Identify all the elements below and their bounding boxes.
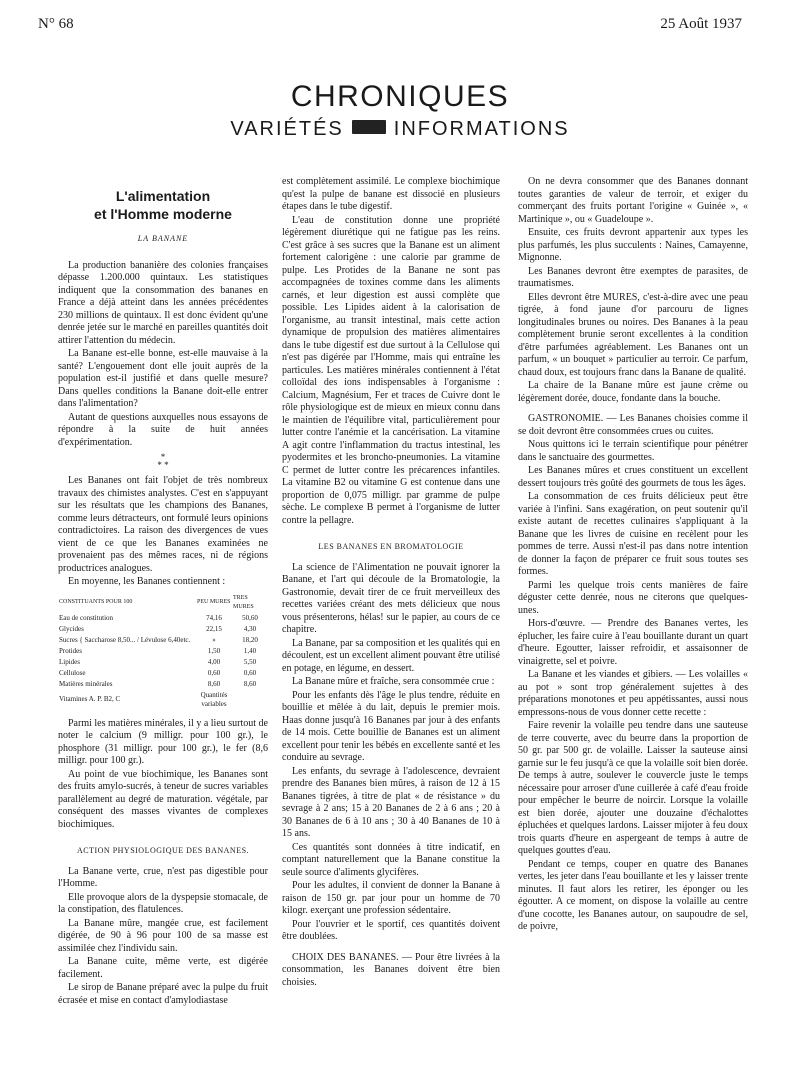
table-cell: 4,30 [243,624,257,633]
table-cell: Eau de constitution [59,613,114,622]
asterism-bottom: * * [157,460,169,470]
column-3 [518,176,748,935]
article-title-line2: et l'Homme moderne [94,206,232,222]
paragraph: Pour l'ouvrier et le sportif, ces quantités doivent être doublées. [282,918,500,942]
masthead-subtitle [0,118,800,141]
table-cell: Cellulose [59,668,86,677]
table-cell: 18,20 [242,635,258,644]
paragraph: Les Bananes devront être exemptes de parasites, de traumatismes. [518,265,748,289]
paragraph: La Banane mûre et fraîche, sera consommée crue : [292,676,495,687]
table-row [58,646,268,657]
paragraph: Les Bananes mûres et crues constituent un excellent dessert toujours très goûté des gourmets de tous les âges. [518,465,748,489]
paragraph: Nous quittons ici le terrain scientifique pour pénétrer dans le sanctuaire des gourmettes. [518,439,748,463]
section-heading: ACTION PHYSIOLOGIQUE DES BANANES. [76,846,250,855]
article-title-line1: L'alimentation [115,188,211,204]
table-row [58,624,268,635]
paragraph: Autant de questions auxquelles nous essayons de répondre à la suite de huit années d'expérimentation. [58,411,268,448]
table-cell: Quantités variables [200,690,228,708]
table-cell: 8,60 [243,679,257,688]
table-cell: 4,00 [207,657,221,666]
table-cell: Matières minérales [59,679,113,688]
table-cell: 74,16 [206,613,222,622]
paragraph: Pour les adultes, il convient de donner la Banane à raison de 150 gr. par jour pour un homme de 70 kilogr. exerçant une profession sédentaire. [282,880,500,916]
masthead-title: CHRONIQUES [290,80,510,113]
table-row [58,690,268,710]
paragraph: On ne devra consommer que des Bananes donnant toutes garanties de valeur de terroir, et exiger du commerçant des fruits portant l'origine « Guinée », « Martinique », ou « Guadeloupe ». [518,176,748,225]
table-cell [232,690,268,710]
table-header: TRES MURES [233,594,254,610]
table-row [58,657,268,668]
table-cell: Protides [59,646,82,655]
issue-date: 25 Août 1937 [660,16,742,32]
paragraph: L'eau de constitution donne une propriété légèrement diurétique qui ne fatigue pas les reins. C'est grâce à ses sucres que la Banane est un aliment fortement calorigène : une calorie par gramme de pulpe. Les Protides de la Banane ne sont pas accompagnées de toxines comme dans les aliments carnés, et leur digestion est aussi complète que possible. Les Lipides aident à la calorisation de l'organisme, au transit intestinal, mais cette action dynamique de propulsion des matières alimentaires dans le tube digestif est due surtout à la Cellulose qui n'est pas digérée par l'Homme, mais qui entraîne les particules. Les matières minérales contiennent à l'état colloïdal des ions indispensables à l'organisme : Calcium, Magnésium, Fer et traces de Cuivre dont le rôle physiologique est de mieux en mieux connu dans le maintien de l'équilibre vital, particulièrement pour lutter contre l'anémie et la cancérisation. La vitamine A agit contre l'inflammation du tractus intestinal, les pyodermites et les broncho-pneumonies. La vitamine C permet de lutter contre les précarences infantiles. La vitamine B2 ou vitamine G est contenue dans une proportion de 0,075 milligr. par gramme de pulpe sèche. Le complexe B permet à l'organisme de lutter contre la pellagre. [282,214,500,526]
table-cell: 0,60 [243,668,257,677]
paragraph: Ensuite, ces fruits devront appartenir aux types les plus parfumés, les plus succulents : Naines, Camayenne, Mignonne. [518,227,748,263]
paragraph: La Banane est-elle bonne, est-elle mauvaise à la santé? L'engouement dont elle jouit auprès de la population est-il justifié et dans quelle mesure? Dans quelles conditions la Banane doit-elle entrer dans l'alimentation? [58,348,268,409]
table-cell: 5,50 [243,657,257,666]
paragraph: Pour les enfants dès l'âge le plus tendre, réduite en bouillie et mêlée à du lait, depuis le premier mois. Haas donne jusqu'à 16 Bananes par jour à des enfants de 14 mois. Cette bouillie de Bananes est un aliment excellent pour tenir les bébés en excellente santé et les conduire au sevrage. [282,689,500,763]
paragraph: Pendant ce temps, couper en quatre des Bananes vertes, les jeter dans l'eau bouillante et les y laisser trente minutes. Il faut alors les retirer, les éponger ou les égoutter. A ce moment, on dispose la volaille au centre d'une cocotte, les Bananes autour, on saupoudre de sel, de poivre, [518,858,748,932]
paragraph: Elle provoque alors de la dyspepsie stomacale, de la constipation, des flatulences. [58,891,268,915]
paragraph: Le sirop de Banane préparé avec la pulpe du fruit écrasée et mise en contact d'amylodiastase [58,982,268,1006]
table-row [58,635,268,646]
table-cell: Glycides [59,624,84,633]
table-header: CONSTITUANTS POUR 100 [59,599,133,605]
section-heading: LES BANANES EN BROMATOLOGIE [318,542,464,551]
table-cell: 1,40 [243,646,257,655]
paragraph: La Banane cuite, même verte, est digérée facilement. [58,956,268,980]
paragraph: Parmi les quelque trois cents manières de faire déguster cette denrée, nous ne citerons que quelques-unes. [518,579,748,616]
paragraph: Hors-d'œuvre. — Prendre des Bananes vertes, les éplucher, les faire cuire à l'eau bouillante durant un quart d'heure. Egoutter, laisser refroidir, et assaisonner de vinaigrette, sel et poivre. [518,618,748,667]
composition-table [58,593,268,710]
masthead-right: INFORMATIONS [393,118,570,140]
table-row [58,613,268,624]
table-cell: Sucres { Saccharose 8,50... / Lévulose 6,40etc. [59,635,191,644]
article-title [58,187,268,223]
paragraph: La production bananière des colonies françaises dépasse 1.200.000 quintaux. Les statistiques indiquent que la consommation des bananes en France a déjà atteint dans les années précédentes 230 millions de quintaux. Il est donc évident qu'une denrée jetée sur le marché en pareilles quantités doit attirer l'attention du médecin. [58,259,268,346]
table-cell: Lipides [59,657,80,666]
paragraph: La chaire de la Banane mûre est jaune crème ou légèrement dorée, douce, fondante dans la bouche. [518,380,748,404]
paragraph: La Banane verte, crue, n'est pas digestible pour l'Homme. [58,865,268,889]
masthead-left: VARIÉTÉS [230,118,344,140]
paragraph: Les enfants, du sevrage à l'adolescence, devraient prendre des Bananes bien mûres, à raison de 12 à 15 Bananes tigrées, à titre de plat « de résistance » du sevrage à 2 ans; 15 à 20 Bananes de 2 à 6 ans ; 20 à 30 Bananes de 6 à 10 ans ; 30 à 40 Bananes de 10 à 15 ans. [282,765,500,839]
paragraph: CHOIX DES BANANES. — Pour être livrées à la consommation, les Bananes doivent être bien choisies. [282,951,500,988]
column-1 [58,176,268,1008]
paragraph: Elles devront être MURES, c'est-à-dire avec une peau tigrée, à fond jaune d'or parcouru de lignes longitudinales brunes ou noires. Des Bananes à la peau complètement brunie seront excellentes à la condition d'être parfumées agréablement. Les Bananes ont un parfum, « un bouquet » particulier au terroir. Ce parfum, chaud doux, est toujours franc dans la Banane de qualité. [518,291,748,378]
paragraph: La Banane, par sa composition et les qualités qui en découlent, est un excellent aliment pouvant être utilisé en potage, en légume, en dessert. [282,637,500,674]
paragraph: Les Bananes ont fait l'objet de très nombreux travaux des chimistes analystes. C'est en s'appuyant sur les résultats que les champions des Bananes, comme leurs détracteurs, ont formulé leurs opinions contradictoires. La raison des divergences de vues vient de ce que les Bananes examinées ne provenaient pas des mêmes races, ni de régions productrices analogues. [58,475,268,574]
paragraph: Ces quantités sont données à titre indicatif, en comptant naturellement que la Banane constitue la seule source d'aliments glycifères. [282,841,500,878]
table-cell: 1,50 [207,646,221,655]
table-header: PEU MURES [197,599,231,605]
table-cell: 22,15 [206,624,222,633]
paragraph: Faire revenir la volaille peu tendre dans une sauteuse de terre couverte, avec du beurre dans la proportion de 50 gr. par 500 gr. de volaille. Laisser la sauteuse ainsi garnie sur le feu jusqu'à ce que la volaille soit bien dorée. De temps à autre, soulever le couvercle juste le temps nécessaire pour arroser d'une cuillerée à café d'eau froide pour empêcher le beurre de noircir. Lorsque la volaille est bien dorée, ajouter une douzaine d'échalottes épluchées et quelques lardons. Laisser mijoter à feu doux trois quarts d'heure en aspergeant de temps à autre de quelques gouttes d'eau. [518,720,748,856]
table-cell: 8,60 [207,679,221,688]
table-row [58,668,268,679]
table-cell: 50,60 [242,613,258,622]
asterism-top: * [160,452,166,462]
table-cell: 0,60 [207,668,221,677]
asterism [58,453,268,469]
table-cell: Vitamines A. P. B2, C [59,695,121,703]
paragraph: Au point de vue biochimique, les Bananes sont des fruits amylo-sucrés, à teneur de sucres variables parallèlement au degré de maturation. végétale, par conséquent des masses vivantes de complexes biochimiques. [58,768,268,830]
table-row [58,679,268,690]
paragraph: est complètement assimilé. Le complexe biochimique qu'est la pulpe de banane est dissocié en plusieurs étapes dans le tube digestif. [282,176,500,212]
paragraph: La consommation de ces fruits délicieux peut être variée à l'infini. Sans exagération, on peut soutenir qu'il existe autant de recettes culinaires s'appliquant à la Banane que les livres de cuisine en recèlent pour les pommes de terre. Aussi n'est-il pas dans notre intention de donner la façon de préparer ce fruit sous toutes ses formes. [518,491,748,577]
paragraph: GASTRONOMIE. — Les Bananes choisies comme il se doit devront être consommées crues ou cuites. [518,413,748,437]
paragraph: En moyenne, les Bananes contiennent : [68,576,226,587]
paragraph: La Banane mûre, mangée crue, est facilement digérée, de 90 à 96 pour 100 de sa masse est assimilée chez l'individu sain. [58,917,268,954]
paragraph: Parmi les matières minérales, il y a lieu surtout de noter le calcium (9 milligr. pour 100 gr.), le phosphore (31 milligr. pour 100 gr.), le fer (8,6 milligr. pour 100 gr.). [58,717,268,766]
paragraph: La Banane et les viandes et gibiers. — Les volailles « au pot » sont trop généralement sujettes à des préparations monotones et peu appétissantes, aussi nous empressons-nous de vous donner cette recette : [518,669,748,718]
issue-number: N° 68 [38,16,74,32]
paragraph: La science de l'Alimentation ne pouvait ignorer la Banane, et l'art qui découle de la Bromatologie, la Gastronomie, devait tirer de ce fruit merveilleux des recettes variées créant des mets délicieux que nous vous présenterons, hélas! sur le papier, au cours de ce chapitre. [282,561,500,635]
article-subtitle: LA BANANE [137,234,189,243]
column-2 [282,176,500,990]
table-cell: » [212,635,216,644]
publication-logo-icon [352,120,386,134]
